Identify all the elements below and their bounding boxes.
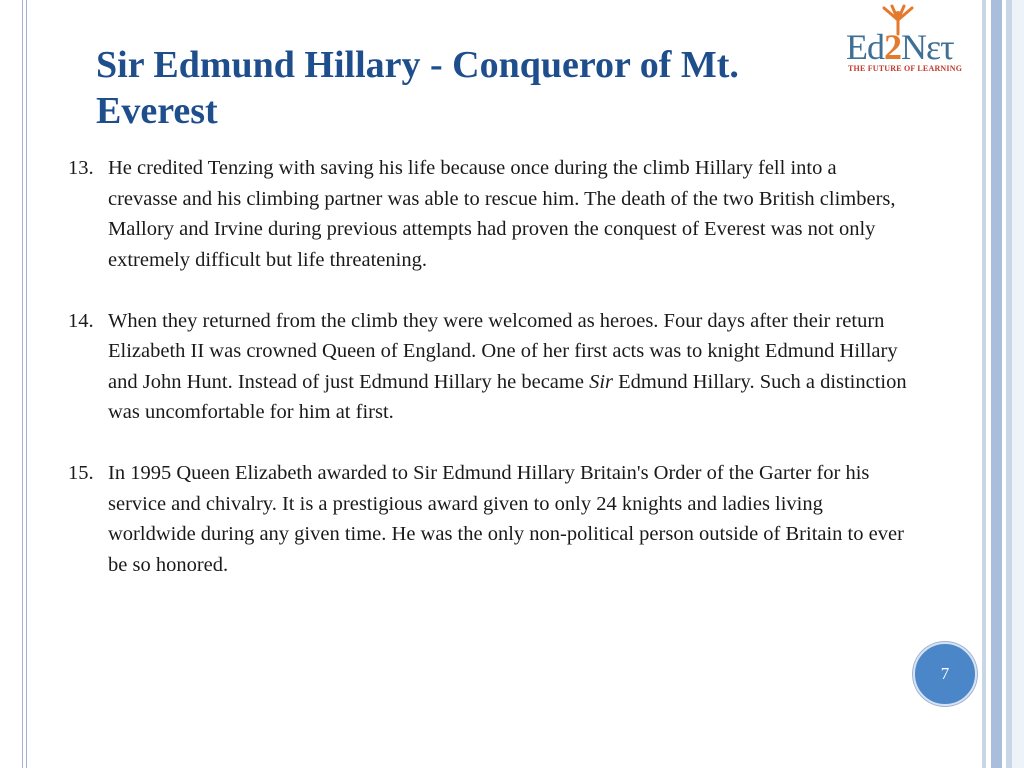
list-item (68, 153, 908, 275)
logo-wordmark: Ed2Nετ (846, 27, 954, 67)
list-item-number: 13. (68, 157, 94, 179)
logo-tagline: THE FUTURE OF LEARNING (848, 64, 963, 73)
slide-title: Sir Edmund Hillary - Conqueror of Mt. Everest (96, 44, 739, 132)
list-item (68, 458, 908, 580)
italic-sir: Sir (589, 370, 614, 393)
list-item-number: 14. (68, 309, 94, 332)
list-item (68, 306, 908, 428)
slide-content (68, 153, 908, 611)
list-item-text: In 1995 Queen Elizabeth awarded to Sir Edmund Hillary Britain's Order of the Garter for his service and chivalry. It is a prestigious award given to only 24 knights and ladies living worldwide during any given time. He was the only non-political person outside of Britain to ever be so honored. (108, 462, 904, 576)
ed2net-logo (842, 4, 982, 76)
right-border-decoration (976, 0, 1024, 768)
list-item-number: 15. (68, 462, 94, 484)
left-border-decoration (0, 0, 44, 768)
page-number-badge: 7 (913, 642, 977, 706)
list-item-text: He credited Tenzing with saving his life because once during the climb Hillary fell into a crevasse and his climbing partner was able to rescue him. The death of the two British climbers, Mallory and Irvine during previous attempts had proven the conquest of Everest was not only extremely difficult but life threatening. (108, 157, 896, 271)
list-item-text: When they returned from the climb they were welcomed as heroes. Four days after their return Elizabeth II was crowned Queen of England. One of her first acts was to knight Edmund Hillary and John Hunt. Instead of just Edmund Hillary he became Sir Edmund Hillary. Such a distinction was uncomfortable for him at first. (108, 309, 907, 423)
